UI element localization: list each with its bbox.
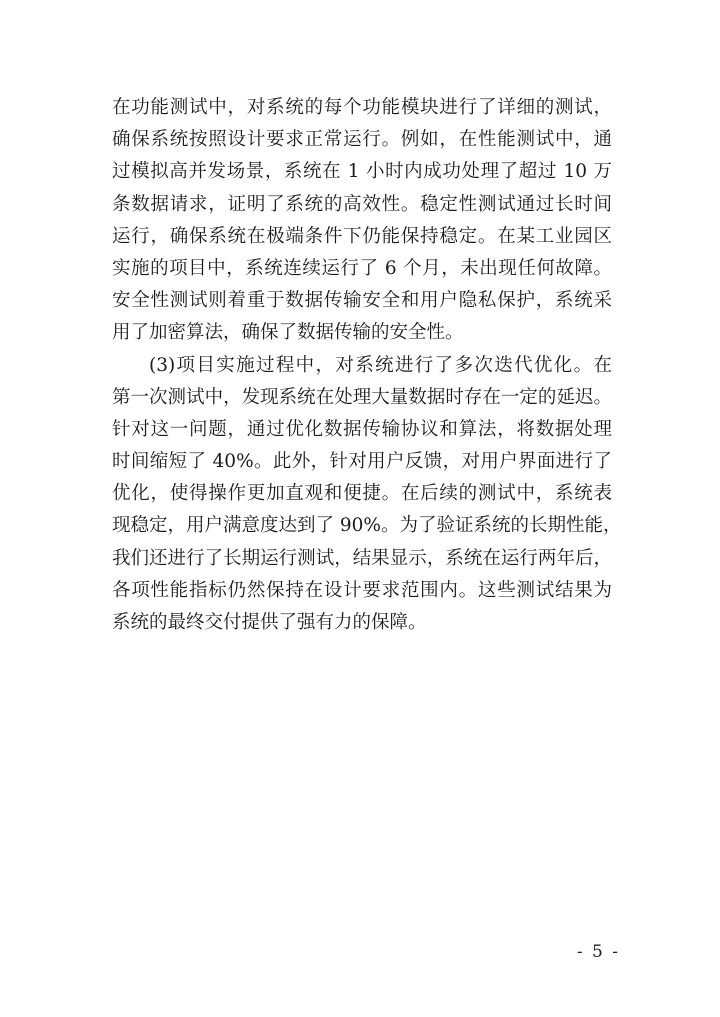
text-line: 过模拟高并发场景，系统在 1 小时内成功处理了超过 10 万 bbox=[112, 161, 612, 183]
text-line: (3)项目实施过程中，对系统进行了多次迭代优化。在 bbox=[149, 354, 612, 376]
text-line: 系统的最终交付提供了强有力的保障。 bbox=[112, 612, 427, 633]
paragraph-2 bbox=[112, 350, 622, 640]
page-number: - 5 - bbox=[576, 942, 620, 962]
paragraph-1 bbox=[112, 92, 612, 350]
text-line: 安全性测试则着重于数据传输安全和用户隐私保护，系统采 bbox=[112, 290, 612, 312]
text-line: 运行，确保系统在极端条件下仍能保持稳定。在某工业园区 bbox=[112, 225, 612, 247]
text-line: 现稳定，用户满意度达到了 90%。为了验证系统的长期性能， bbox=[112, 515, 622, 537]
text-line: 确保系统按照设计要求正常运行。例如，在性能测试中，通 bbox=[112, 129, 612, 151]
text-line: 时间缩短了 40%。此外，针对用户反馈，对用户界面进行了 bbox=[112, 451, 612, 473]
text-line: 条数据请求，证明了系统的高效性。稳定性测试通过长时间 bbox=[112, 193, 612, 215]
body-text bbox=[112, 92, 622, 639]
text-line: 用了加密算法，确保了数据传输的安全性。 bbox=[112, 322, 464, 344]
text-line: 优化，使得操作更加直观和便捷。在后续的测试中，系统表 bbox=[112, 483, 612, 505]
text-line: 实施的项目中，系统连续运行了 6 个月，未出现任何故障。 bbox=[112, 257, 612, 279]
text-line: 在功能测试中，对系统的每个功能模块进行了详细的测试， bbox=[112, 97, 612, 118]
text-line: 针对这一问题，通过优化数据传输协议和算法，将数据处理 bbox=[112, 418, 612, 440]
text-line: 第一次测试中，发现系统在处理大量数据时存在一定的延迟。 bbox=[112, 386, 612, 408]
text-line: 各项性能指标仍然保持在设计要求范围内。这些测试结果为 bbox=[112, 579, 612, 601]
text-line: 我们还进行了长期运行测试，结果显示，系统在运行两年后， bbox=[112, 547, 612, 569]
